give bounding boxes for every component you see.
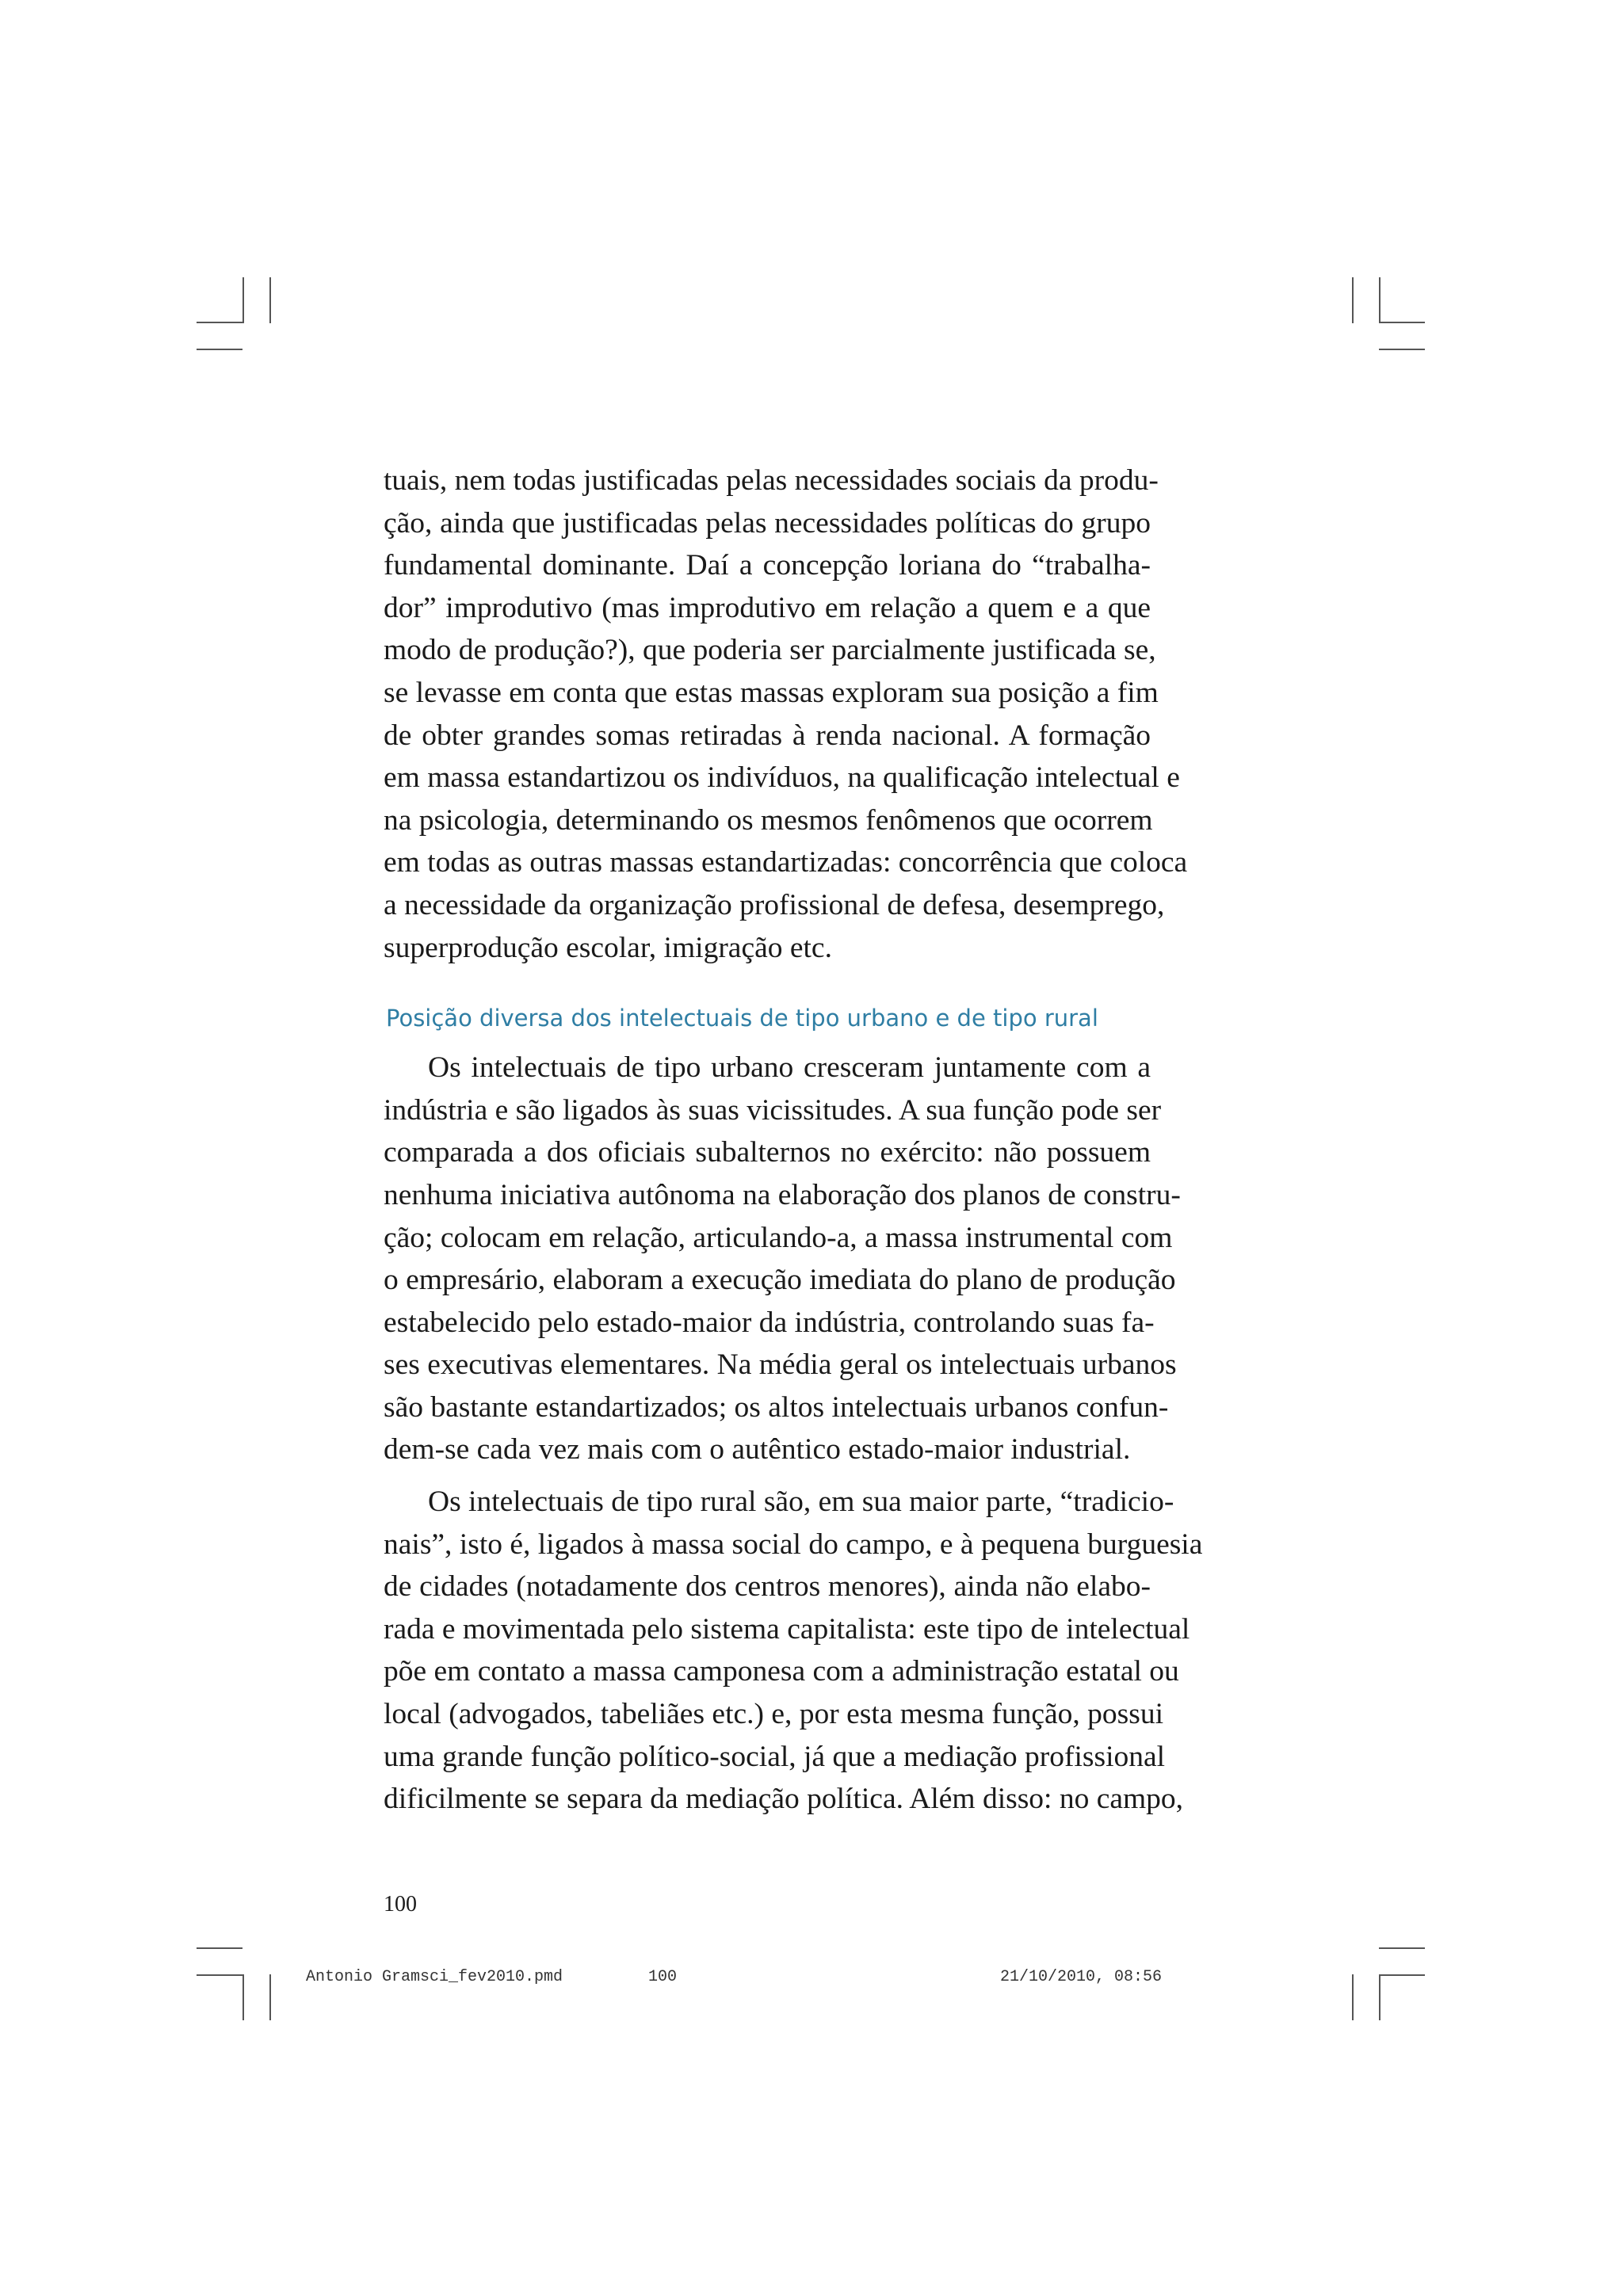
text-line: em todas as outras massas estandartizadas: concorrência que coloca <box>384 846 1188 879</box>
crop-mark-bottom-left-v2 <box>269 1974 271 2020</box>
crop-mark-top-right-v1 <box>1352 277 1354 323</box>
slug-filename: Antonio Gramsci_fev2010.pmd <box>306 1968 563 1986</box>
text-line: ção; colocam em relação, articulando-a, a massa instrumental com <box>384 1221 1173 1254</box>
crop-mark-bottom-right-v2 <box>1379 1974 1381 2020</box>
text-line: ses executivas elementares. Na média geral os intelectuais urbanos <box>384 1348 1177 1382</box>
crop-mark-bottom-right-h2 <box>1379 1974 1425 1976</box>
crop-mark-top-left-h1 <box>197 322 242 323</box>
crop-mark-top-left-v2 <box>269 277 271 323</box>
paragraph-gap <box>384 1471 1151 1481</box>
text-line: nenhuma iniciativa autônoma na elaboração dos planos de constru- <box>384 1178 1181 1211</box>
paragraph-1 <box>384 460 1188 969</box>
crop-mark-top-left-v1 <box>242 277 244 323</box>
crop-mark-top-right-h2 <box>1379 349 1425 350</box>
text-line: ção, ainda que justificadas pelas necessidades políticas do grupo <box>384 506 1151 540</box>
paragraph-3 <box>384 1481 1203 1821</box>
crop-mark-bottom-right-h1 <box>1379 1947 1425 1949</box>
text-line: são bastante estandartizados; os altos intelectuais urbanos confun- <box>384 1390 1169 1424</box>
paragraph-2 <box>384 1047 1181 1471</box>
crop-mark-bottom-right-v1 <box>1352 1974 1354 2020</box>
text-line: uma grande função político-social, já que a mediação profissional <box>384 1740 1166 1773</box>
text-line: comparada a dos oficiais subalternos no exército: não possuem <box>384 1136 1151 1169</box>
text-line: tuais, nem todas justificadas pelas necessidades sociais da produ- <box>384 464 1159 497</box>
crop-mark-top-left-h2 <box>197 349 242 350</box>
text-line: nais”, isto é, ligados à massa social do campo, e à pequena burguesia <box>384 1527 1203 1561</box>
text-line: Os intelectuais de tipo rural são, em sua maior parte, “tradicio- <box>428 1486 1174 1519</box>
crop-mark-top-right-h1 <box>1379 322 1425 323</box>
slug-timestamp: 21/10/2010, 08:56 <box>1000 1968 1163 1986</box>
crop-mark-top-right-v2 <box>1379 277 1381 323</box>
crop-mark-bottom-left-v1 <box>242 1974 244 2020</box>
text-line: dem-se cada vez mais com o autêntico estado-maior industrial. <box>384 1433 1131 1466</box>
section-heading: Posição diversa dos intelectuais de tipo urbano e de tipo rural <box>386 1005 1098 1032</box>
slug-page: 100 <box>648 1968 678 1986</box>
text-line: Os intelectuais de tipo urbano cresceram juntamente com a <box>428 1051 1151 1085</box>
crop-mark-bottom-left-h2 <box>197 1974 242 1976</box>
text-line: na psicologia, determinando os mesmos fenômenos que ocorrem <box>384 803 1153 837</box>
text-line: em massa estandartizou os indivíduos, na qualificação intelectual e <box>384 761 1180 795</box>
text-line: estabelecido pelo estado-maior da indústria, controlando suas fa- <box>384 1306 1155 1339</box>
crop-mark-bottom-left-h1 <box>197 1947 242 1949</box>
text-line: se levasse em conta que estas massas exploram sua posição a fim <box>384 676 1159 709</box>
text-line: dificilmente se separa da mediação política. Além disso: no campo, <box>384 1783 1184 1816</box>
text-line: modo de produção?), que poderia ser parcialmente justificada se, <box>384 634 1156 667</box>
page-number: 100 <box>384 1892 417 1917</box>
text-line: de cidades (notadamente dos centros menores), ainda não elabo- <box>384 1570 1151 1604</box>
body-text <box>384 460 1203 1821</box>
text-line: de obter grandes somas retiradas à renda nacional. A formação <box>384 719 1151 752</box>
text-line: a necessidade da organização profissional de defesa, desemprego, <box>384 888 1165 921</box>
text-line: fundamental dominante. Daí a concepção loriana do “trabalha- <box>384 549 1151 582</box>
text-line: rada e movimentada pelo sistema capitalista: este tipo de intelectual <box>384 1612 1190 1646</box>
text-line: indústria e são ligados às suas vicissitudes. A sua função pode ser <box>384 1093 1162 1127</box>
text-line: local (advogados, tabeliães etc.) e, por esta mesma função, possui <box>384 1698 1164 1731</box>
text-line: dor” improdutivo (mas improdutivo em relação a quem e a que <box>384 591 1151 624</box>
text-line: põe em contato a massa camponesa com a administração estatal ou <box>384 1655 1179 1688</box>
text-line: superprodução escolar, imigração etc. <box>384 931 832 964</box>
text-line: o empresário, elaboram a execução imediata do plano de produção <box>384 1264 1176 1297</box>
